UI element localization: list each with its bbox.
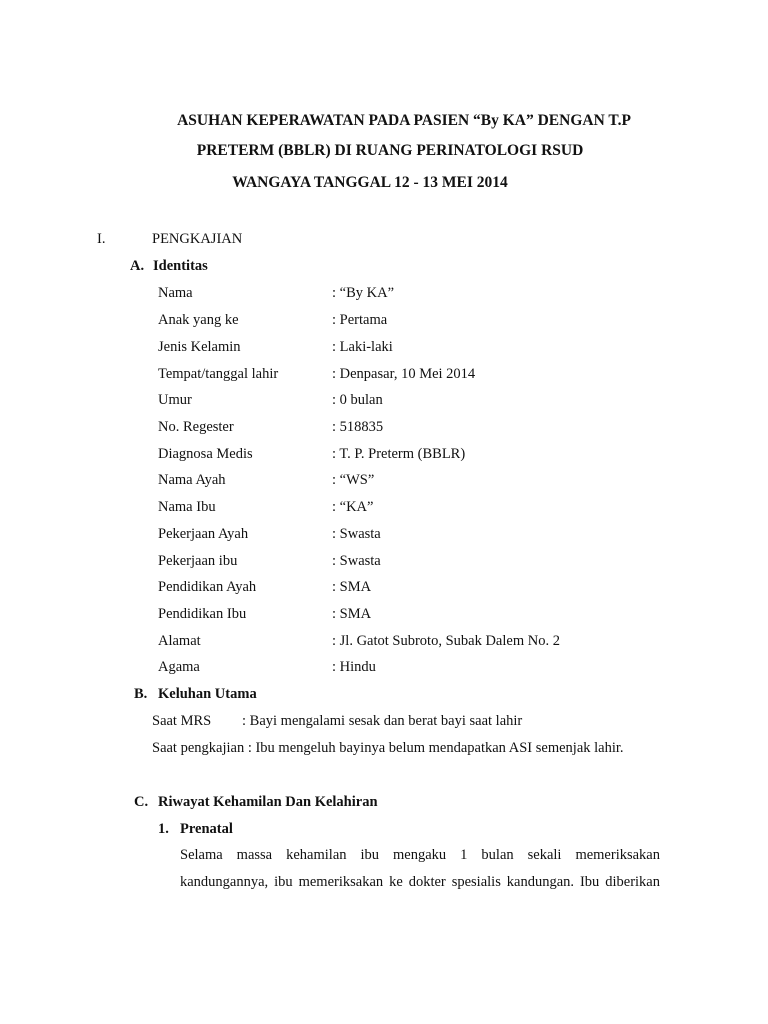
identitas-value: : “By KA”	[332, 285, 395, 301]
identitas-label: Pendidikan Ibu	[158, 606, 247, 622]
riwayat-letter: C.	[134, 794, 149, 810]
identitas-value: : SMA	[332, 579, 372, 595]
identitas-label: Diagnosa Medis	[158, 446, 253, 462]
keluhan-letter: B.	[134, 686, 148, 702]
prenatal-paragraph-line-2: kandungannya, ibu memeriksakan ke dokter spesialis kandungan. Ibu diberikan	[180, 874, 660, 890]
identitas-value: : 518835	[332, 419, 384, 435]
document-title-line-1: ASUHAN KEPERAWATAN PADA PASIEN “By KA” DENGAN T.P	[177, 112, 631, 129]
identitas-label: Jenis Kelamin	[158, 339, 241, 355]
identitas-label: Pekerjaan ibu	[158, 553, 238, 569]
identitas-value: : Swasta	[332, 553, 381, 569]
identitas-value: : 0 bulan	[332, 392, 383, 408]
identitas-value: : Denpasar, 10 Mei 2014	[332, 366, 476, 382]
document-title-line-2: PRETERM (BBLR) DI RUANG PERINATOLOGI RSUD	[196, 142, 584, 159]
identitas-label: Nama Ayah	[158, 472, 226, 488]
identitas-value: : SMA	[332, 606, 372, 622]
keluhan-mrs-label: Saat MRS	[152, 713, 212, 729]
identitas-letter: A.	[130, 258, 145, 274]
prenatal-paragraph-line-1: Selama massa kehamilan ibu mengaku 1 bulan sekali memeriksakan	[180, 847, 660, 863]
identitas-heading: Identitas	[153, 258, 208, 274]
prenatal-number: 1.	[158, 821, 169, 837]
identitas-label: Nama Ibu	[158, 499, 216, 515]
keluhan-mrs-value: : Bayi mengalami sesak dan berat bayi saat lahir	[242, 713, 523, 729]
identitas-label: Umur	[158, 392, 192, 408]
keluhan-heading: Keluhan Utama	[158, 686, 257, 702]
identitas-label: Alamat	[158, 633, 201, 649]
identitas-value: : “WS”	[332, 472, 375, 488]
identitas-value: : T. P. Preterm (BBLR)	[332, 446, 466, 462]
keluhan-pengkajian: Saat pengkajian : Ibu mengeluh bayinya belum mendapatkan ASI semenjak lahir.	[152, 740, 624, 756]
identitas-label: Nama	[158, 285, 193, 301]
identitas-label: Pendidikan Ayah	[158, 579, 257, 595]
document-title-line-3: WANGAYA TANGGAL 12 - 13 MEI 2014	[232, 174, 508, 191]
identitas-value: : Swasta	[332, 526, 381, 542]
identitas-value: : Jl. Gatot Subroto, Subak Dalem No. 2	[332, 633, 560, 649]
identitas-value: : Laki-laki	[332, 339, 393, 355]
identitas-label: Anak yang ke	[158, 312, 239, 328]
identitas-label: No. Regester	[158, 419, 234, 435]
identitas-label: Tempat/tanggal lahir	[158, 366, 279, 382]
identitas-value: : Pertama	[332, 312, 388, 328]
identitas-label: Pekerjaan Ayah	[158, 526, 249, 542]
identitas-label: Agama	[158, 659, 200, 675]
section-number: I.	[97, 231, 106, 247]
identitas-value: : “KA”	[332, 499, 374, 515]
prenatal-heading: Prenatal	[180, 821, 233, 837]
riwayat-heading: Riwayat Kehamilan Dan Kelahiran	[158, 794, 378, 810]
section-heading: PENGKAJIAN	[152, 231, 243, 247]
identitas-value: : Hindu	[332, 659, 376, 675]
